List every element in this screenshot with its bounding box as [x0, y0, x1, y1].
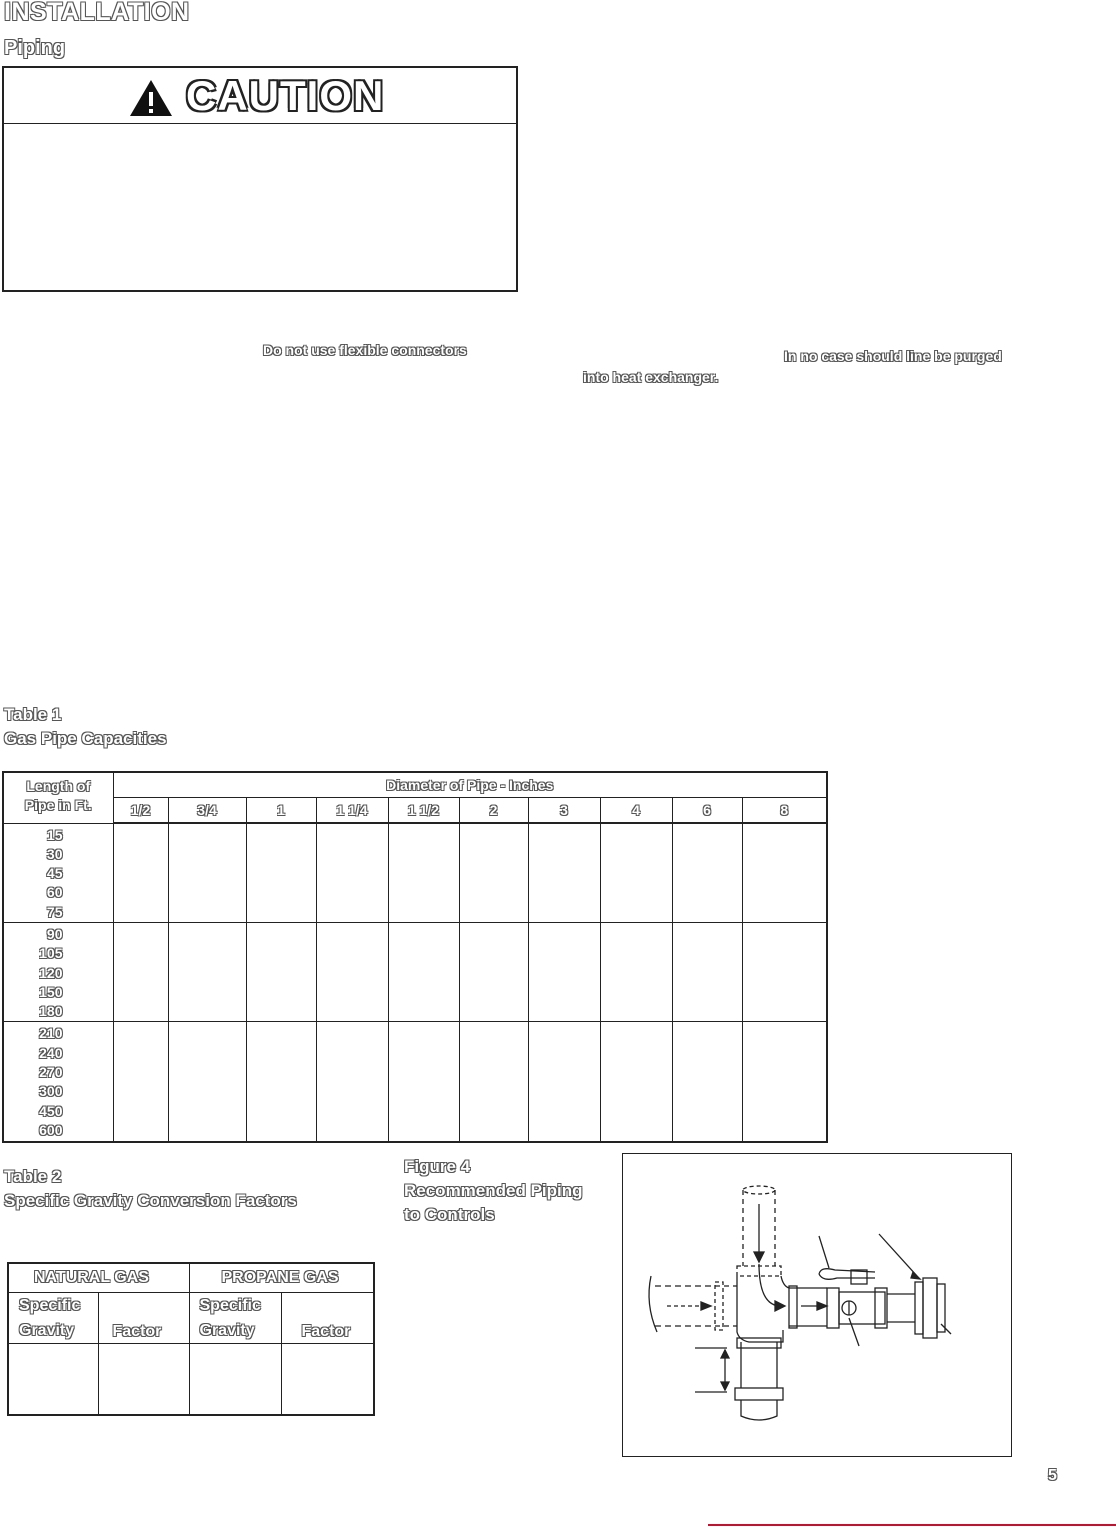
figure4-label: Figure 4 — [404, 1157, 471, 1176]
propane-gas-header: PROPANE GAS — [189, 1263, 374, 1292]
caution-header — [4, 68, 516, 124]
gas-pipe-capacities-table — [2, 771, 828, 1143]
length-value: 15 — [46, 826, 63, 843]
length-value: 450 — [39, 1102, 63, 1119]
diameter-col: 1 1/2 — [388, 798, 459, 824]
length-value: 30 — [46, 845, 63, 862]
length-value: 180 — [39, 1003, 63, 1020]
table-row — [8, 1343, 374, 1415]
length-header-line-2: Pipe in Ft. — [24, 797, 92, 813]
caution-title: CAUTION — [186, 72, 385, 119]
table2-title: Specific Gravity Conversion Factors — [4, 1191, 297, 1210]
diameter-col: 8 — [742, 798, 827, 824]
figure4-piping-diagram — [622, 1153, 1012, 1457]
length-value: 600 — [39, 1121, 63, 1138]
figure4-title-line2: to Controls — [404, 1205, 495, 1224]
section-title: INSTALLATION — [4, 0, 190, 26]
length-group — [3, 922, 113, 1021]
diameter-col: 1 1/4 — [316, 798, 388, 824]
col-gravity: Gravity — [19, 1321, 75, 1339]
warning-triangle-icon — [128, 78, 174, 118]
page-number: 5 — [1048, 1467, 1057, 1484]
col-specific: Specific — [19, 1296, 81, 1314]
specific-gravity-col — [8, 1292, 98, 1343]
table-row — [3, 922, 827, 1021]
length-value: 45 — [46, 865, 63, 882]
diameter-col: 1/2 — [113, 798, 168, 824]
factor-col: Factor — [281, 1292, 374, 1343]
factor-col: Factor — [98, 1292, 189, 1343]
diameter-col: 1 — [246, 798, 316, 824]
diameter-col: 4 — [600, 798, 672, 824]
col-specific: Specific — [199, 1296, 261, 1314]
length-header — [3, 772, 113, 823]
table2-label: Table 2 — [4, 1167, 62, 1186]
length-value: 60 — [46, 884, 63, 901]
natural-gas-header: NATURAL GAS — [8, 1263, 189, 1292]
length-value: 300 — [39, 1083, 63, 1100]
length-value: 240 — [39, 1044, 63, 1061]
length-value: 150 — [39, 983, 63, 1000]
diameter-col: 3 — [528, 798, 600, 824]
flexible-connectors-warning: Do not use flexible connectors — [263, 342, 467, 358]
table1-label: Table 1 — [4, 705, 62, 724]
diameter-col: 2 — [459, 798, 528, 824]
bottom-accent-rule — [708, 1524, 1116, 1526]
table1-title: Gas Pipe Capacities — [4, 729, 167, 748]
length-value: 120 — [39, 964, 63, 981]
specific-gravity-col — [189, 1292, 281, 1343]
length-value: 105 — [39, 945, 63, 962]
purge-warning-line-2: into heat exchanger. — [583, 369, 719, 385]
caution-box — [2, 66, 518, 292]
length-group — [3, 823, 113, 922]
diameter-header: Diameter of Pipe - Inches — [113, 772, 827, 798]
length-group — [3, 1022, 113, 1142]
length-value: 90 — [46, 925, 63, 942]
piping-diagram-svg — [623, 1154, 1011, 1456]
length-value: 210 — [39, 1025, 63, 1042]
subsection-title: Piping — [4, 37, 66, 59]
length-header-line-1: Length of — [26, 778, 91, 794]
diameter-col: 3/4 — [168, 798, 246, 824]
table-row — [3, 1022, 827, 1142]
table-row — [3, 823, 827, 922]
purge-warning-line-1: In no case should line be purged — [784, 348, 1002, 364]
length-value: 75 — [46, 903, 63, 920]
figure4-title-line1: Recommended Piping — [404, 1181, 583, 1200]
length-value: 270 — [39, 1064, 63, 1081]
specific-gravity-table — [7, 1262, 375, 1416]
col-gravity: Gravity — [199, 1321, 255, 1339]
diameter-col: 6 — [672, 798, 742, 824]
